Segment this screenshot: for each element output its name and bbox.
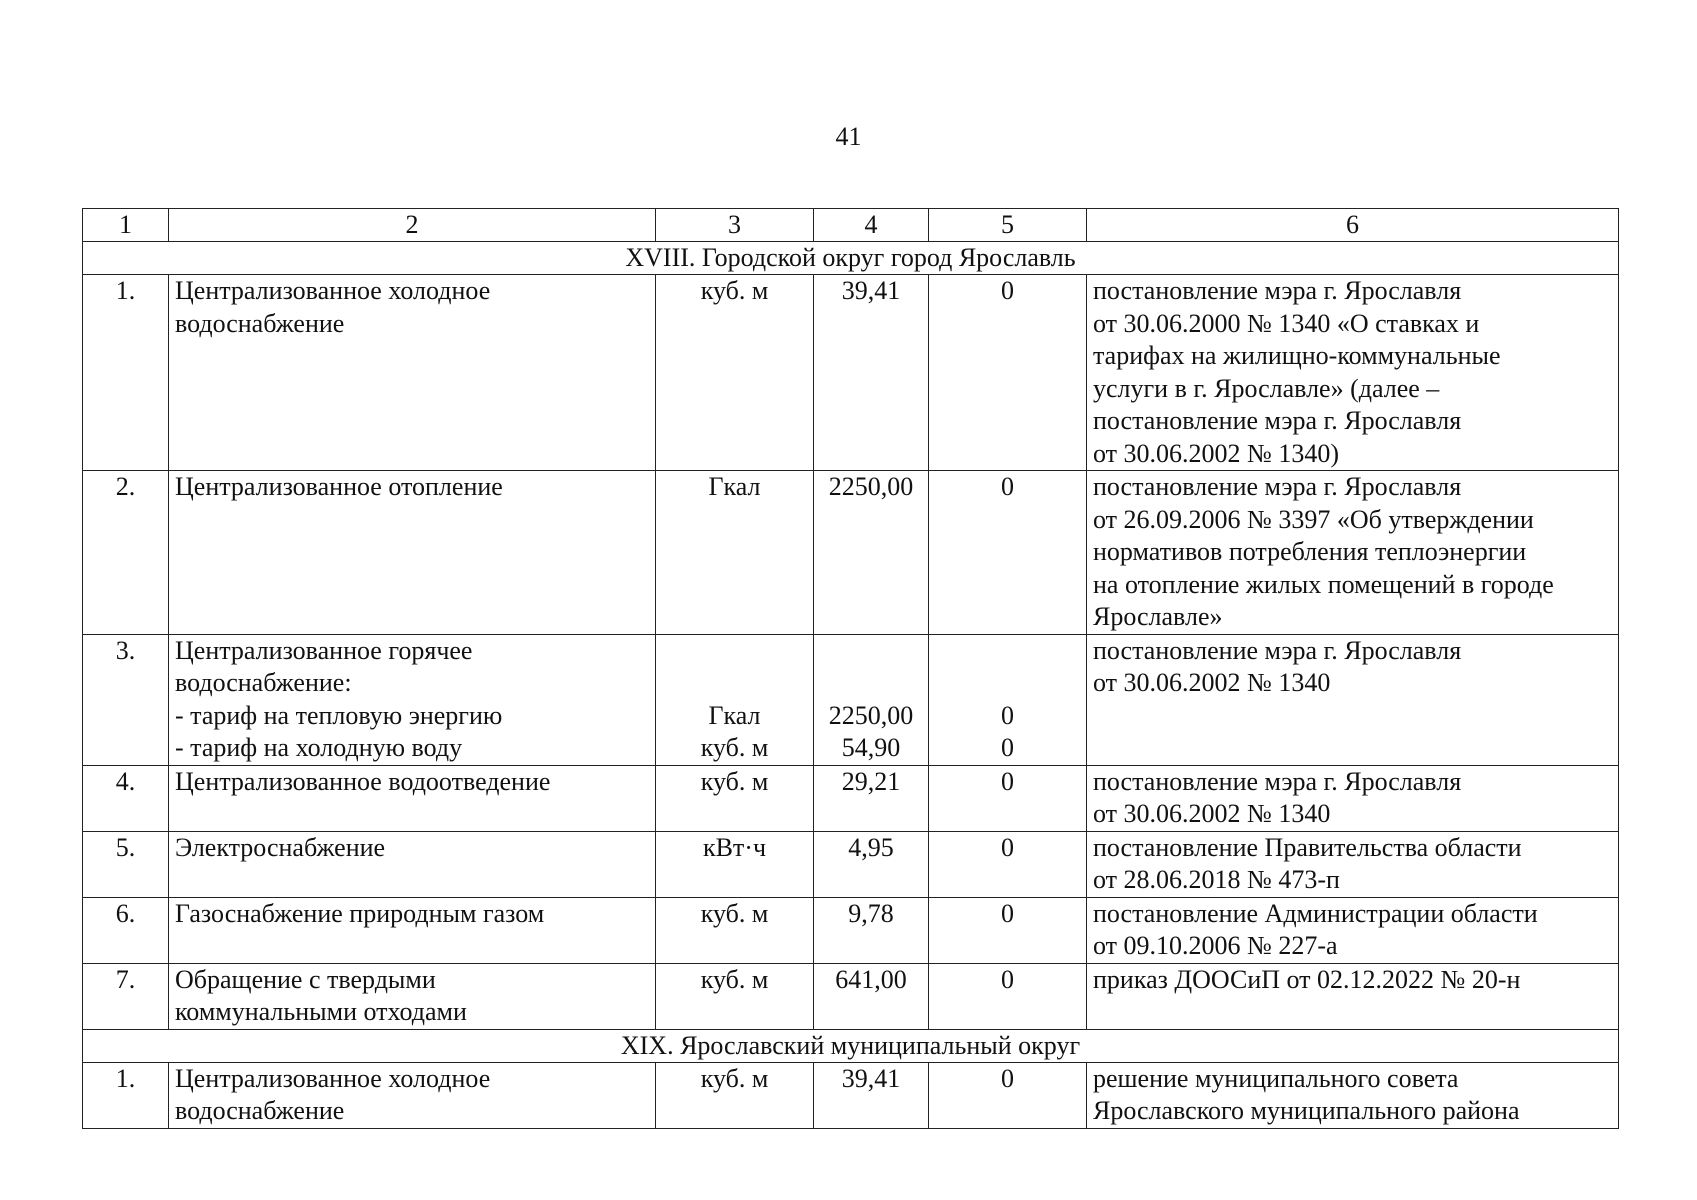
table-row	[83, 471, 1619, 635]
document-line: Ярославле»	[1093, 602, 1223, 631]
document-line: постановление мэра г. Ярославля	[1093, 635, 1462, 665]
value-cell: 4,95	[814, 831, 929, 897]
service-name-line: водоснабжение:	[175, 668, 352, 697]
deviation-cell: 0	[929, 471, 1087, 635]
unit-cell: Гкал	[656, 471, 814, 635]
document-line: от 28.06.2018 № 473-п	[1093, 865, 1340, 894]
column-number: 6	[1087, 209, 1619, 242]
document-cell	[1087, 963, 1619, 1029]
document-cell	[1087, 634, 1619, 765]
unit-cell: куб. м	[656, 765, 814, 831]
document-line: от 09.10.2006 № 227-а	[1093, 931, 1338, 960]
document-line: от 30.06.2000 № 1340 «О ставках и	[1093, 308, 1480, 338]
service-name-line: Электроснабжение	[175, 832, 386, 862]
deviation-line: 0	[1001, 733, 1014, 762]
table-row	[83, 275, 1619, 471]
value-cell: 39,41	[814, 1062, 929, 1128]
unit-cell	[656, 634, 814, 765]
row-number: 2.	[83, 471, 169, 635]
table-row	[83, 765, 1619, 831]
section-title: XVIII. Городской округ город Ярославль	[83, 242, 1619, 275]
service-name	[169, 1062, 656, 1128]
service-name	[169, 765, 656, 831]
column-number: 2	[169, 209, 656, 242]
table-row	[83, 897, 1619, 963]
document-line: на отопление жилых помещений в городе	[1093, 569, 1554, 599]
service-name-line: Централизованное холодное	[175, 276, 491, 305]
service-name	[169, 963, 656, 1029]
document-line: от 30.06.2002 № 1340	[1093, 668, 1331, 697]
document-cell	[1087, 275, 1619, 471]
service-name	[169, 275, 656, 471]
row-number: 1.	[83, 275, 169, 471]
document-cell	[1087, 897, 1619, 963]
tariff-table	[82, 208, 1619, 1129]
column-number: 5	[929, 209, 1087, 242]
value-cell: 2250,00	[814, 471, 929, 635]
service-name-line: Обращение с твердыми	[175, 964, 436, 994]
row-number: 1.	[83, 1062, 169, 1128]
service-name	[169, 897, 656, 963]
service-name	[169, 471, 656, 635]
document-cell	[1087, 471, 1619, 635]
service-name-line: - тариф на тепловую энергию	[175, 700, 503, 730]
document-line: услуги в г. Ярославле» (далее –	[1093, 373, 1440, 403]
document-line: постановление мэра г. Ярославля	[1093, 766, 1462, 796]
row-number: 7.	[83, 963, 169, 1029]
document-line: постановление Правительства области	[1093, 832, 1522, 862]
document-line: от 26.09.2006 № 3397 «Об утверждении	[1093, 504, 1534, 534]
unit-line: куб. м	[700, 733, 769, 762]
unit-cell: кВт·ч	[656, 831, 814, 897]
document-cell	[1087, 1062, 1619, 1128]
document-line: постановление Администрации области	[1093, 898, 1538, 928]
row-number: 5.	[83, 831, 169, 897]
document-line: от 30.06.2002 № 1340	[1093, 799, 1331, 828]
row-number: 4.	[83, 765, 169, 831]
value-cell: 39,41	[814, 275, 929, 471]
table-row	[83, 831, 1619, 897]
document-line: Ярославского муниципального района	[1093, 1096, 1520, 1125]
service-name	[169, 634, 656, 765]
section-header-row	[83, 242, 1619, 275]
service-name-line: Централизованное холодное	[175, 1063, 491, 1093]
service-name-line: коммунальными отходами	[175, 997, 467, 1026]
deviation-cell: 0	[929, 275, 1087, 471]
unit-cell: куб. м	[656, 963, 814, 1029]
row-number: 6.	[83, 897, 169, 963]
document-line: от 30.06.2002 № 1340)	[1093, 438, 1339, 468]
unit-cell: куб. м	[656, 1062, 814, 1128]
section-header-row	[83, 1029, 1619, 1062]
service-name-line: Газоснабжение природным газом	[175, 898, 545, 928]
service-name-line: - тариф на холодную воду	[175, 733, 463, 762]
service-name-line: водоснабжение	[175, 1096, 345, 1125]
unit-cell: куб. м	[656, 275, 814, 471]
document-line: решение муниципального совета	[1093, 1063, 1459, 1093]
document-line: нормативов потребления теплоэнергии	[1093, 537, 1527, 566]
value-cell: 9,78	[814, 897, 929, 963]
value-line: 2250,00	[828, 700, 914, 730]
deviation-cell: 0	[929, 963, 1087, 1029]
document-line: постановление мэра г. Ярославля	[1093, 276, 1462, 305]
column-number: 3	[656, 209, 814, 242]
column-number-row	[83, 209, 1619, 242]
unit-cell: куб. м	[656, 897, 814, 963]
column-number: 4	[814, 209, 929, 242]
document-cell	[1087, 765, 1619, 831]
document-line: постановление мэра г. Ярославля	[1093, 406, 1462, 435]
deviation-cell: 0	[929, 831, 1087, 897]
service-name	[169, 831, 656, 897]
value-cell	[814, 634, 929, 765]
document-line: постановление мэра г. Ярославля	[1093, 472, 1462, 501]
service-name-line: водоснабжение	[175, 308, 345, 338]
value-cell: 641,00	[814, 963, 929, 1029]
service-name-line: Централизованное водоотведение	[175, 766, 551, 796]
service-name-line: Централизованное горячее	[175, 635, 473, 665]
document-line: приказ ДООСиП от 02.12.2022 № 20-н	[1093, 964, 1521, 994]
service-name-line: Централизованное отопление	[175, 472, 503, 501]
deviation-cell: 0	[929, 897, 1087, 963]
table-row	[83, 634, 1619, 765]
unit-line: Гкал	[708, 700, 761, 730]
section-title: XIX. Ярославский муниципальный округ	[83, 1029, 1619, 1062]
page-number: 41	[835, 122, 862, 151]
value-cell: 29,21	[814, 765, 929, 831]
deviation-cell: 0	[929, 765, 1087, 831]
row-number: 3.	[83, 634, 169, 765]
table-row	[83, 1062, 1619, 1128]
column-number: 1	[83, 209, 169, 242]
table-row	[83, 963, 1619, 1029]
value-line: 54,90	[841, 733, 901, 762]
deviation-cell: 0	[929, 1062, 1087, 1128]
document-line: тарифах на жилищно-коммунальные	[1093, 341, 1501, 370]
deviation-cell	[929, 634, 1087, 765]
deviation-line: 0	[1001, 700, 1014, 730]
document-cell	[1087, 831, 1619, 897]
